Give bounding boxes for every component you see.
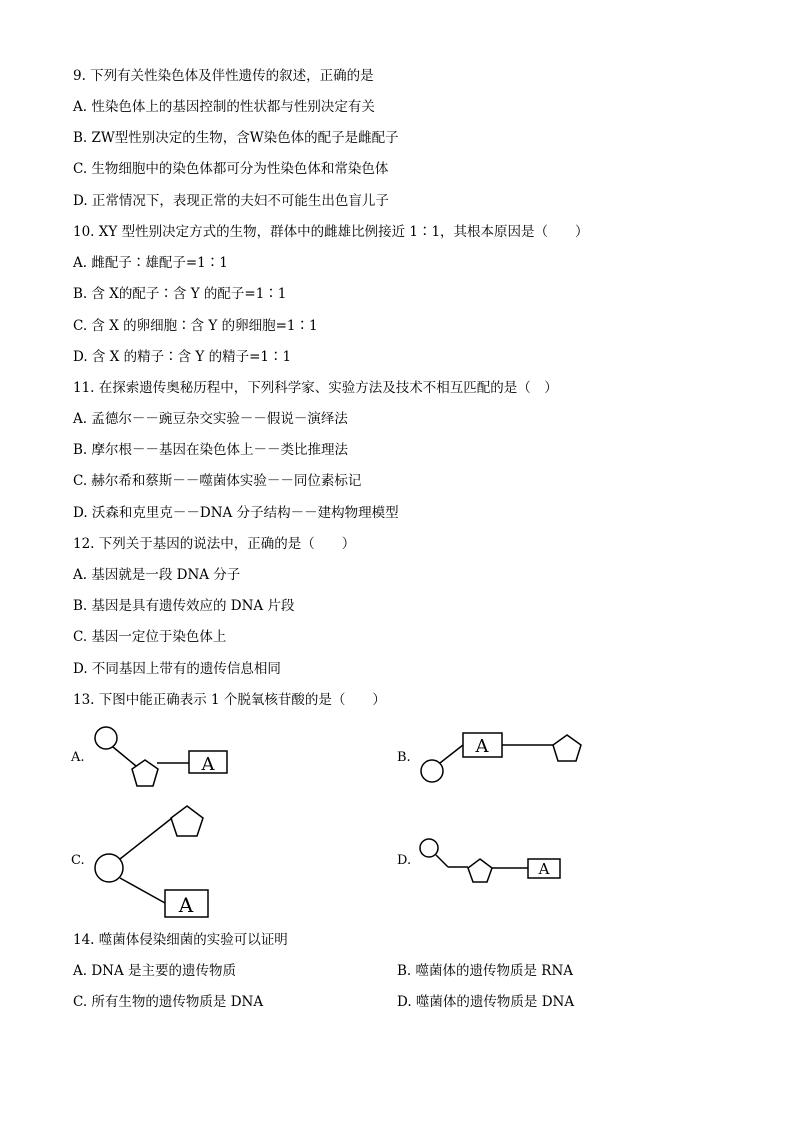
question-12-option-d: D. 不同基因上带有的遗传信息相同: [73, 661, 281, 677]
question-10-option-b: B. 含 X的配子∶含 Y 的配子=1∶1: [73, 286, 287, 302]
question-14-option-b: B. 噬菌体的遗传物质是 RNA: [397, 963, 574, 979]
question-11-stem: 11. 在探索遗传奥秘历程中，下列科学家、实验方法及技术不相互匹配的是（ ）: [73, 380, 558, 396]
question-12-option-b: B. 基因是具有遗传效应的 DNA 片段: [73, 598, 295, 614]
bond-line: [436, 855, 448, 867]
question-9-option-c: C. 生物细胞中的染色体都可分为性染色体和常染色体: [73, 161, 389, 177]
question-11-option-d: D. 沃森和克里克－－DNA 分子结构－－建构物理模型: [73, 505, 399, 521]
question-9-stem: 9. 下列有关性染色体及伴性遗传的叙述，正确的是: [73, 68, 374, 84]
question-10-option-c: C. 含 X 的卵细胞∶含 Y 的卵细胞=1∶1: [73, 318, 318, 334]
question-10-option-a: A. 雌配子∶雄配子=1∶1: [73, 255, 228, 271]
question-13-option-d-label: D.: [397, 853, 412, 868]
question-13-option-b-label: B.: [397, 750, 411, 765]
question-12-option-a: A. 基因就是一段 DNA 分子: [73, 567, 241, 583]
phosphate-circle: [420, 839, 438, 857]
question-14-option-c: C. 所有生物的遗传物质是 DNA: [73, 994, 264, 1010]
base-label: A: [178, 893, 194, 917]
question-9-option-a: A. 性染色体上的基因控制的性状都与性别决定有关: [73, 99, 375, 115]
question-13-stem: 13. 下图中能正确表示 1 个脱氧核苷酸的是（ ）: [73, 692, 386, 708]
question-10-stem: 10. XY 型性别决定方式的生物，群体中的雌雄比例接近 1∶1，其根本原因是（ ）: [73, 224, 589, 240]
question-10-option-d: D. 含 X 的精子∶含 Y 的精子=1∶1: [73, 349, 292, 365]
base-label: A: [201, 754, 215, 775]
question-12-option-c: C. 基因一定位于染色体上: [73, 629, 227, 645]
base-label: A: [538, 860, 550, 878]
question-11-option-b: B. 摩尔根－－基因在染色体上－－类比推理法: [73, 442, 349, 458]
question-12-stem: 12. 下列关于基因的说法中，正确的是（ ）: [73, 536, 356, 552]
question-13-option-a-label: A.: [71, 750, 85, 765]
question-14-option-a: A. DNA 是主要的遗传物质: [73, 963, 237, 979]
question-14-option-d: D. 噬菌体的遗传物质是 DNA: [397, 994, 575, 1010]
question-9-option-b: B. ZW型性别决定的生物，含W染色体的配子是雌配子: [73, 130, 399, 146]
question-13-option-c-label: C.: [71, 853, 85, 868]
base-label: A: [475, 736, 489, 757]
deoxyribose-pentagon: [468, 859, 492, 882]
question-14-stem: 14. 噬菌体侵染细菌的实验可以证明: [73, 932, 288, 948]
question-9-option-d: D. 正常情况下，表现正常的夫妇不可能生出色盲儿子: [73, 193, 389, 209]
question-11-option-c: C. 赫尔希和蔡斯－－噬菌体实验－－同位素标记: [73, 473, 362, 489]
question-11-option-a: A. 孟德尔－－豌豆杂交实验－－假说－演绎法: [73, 411, 348, 427]
